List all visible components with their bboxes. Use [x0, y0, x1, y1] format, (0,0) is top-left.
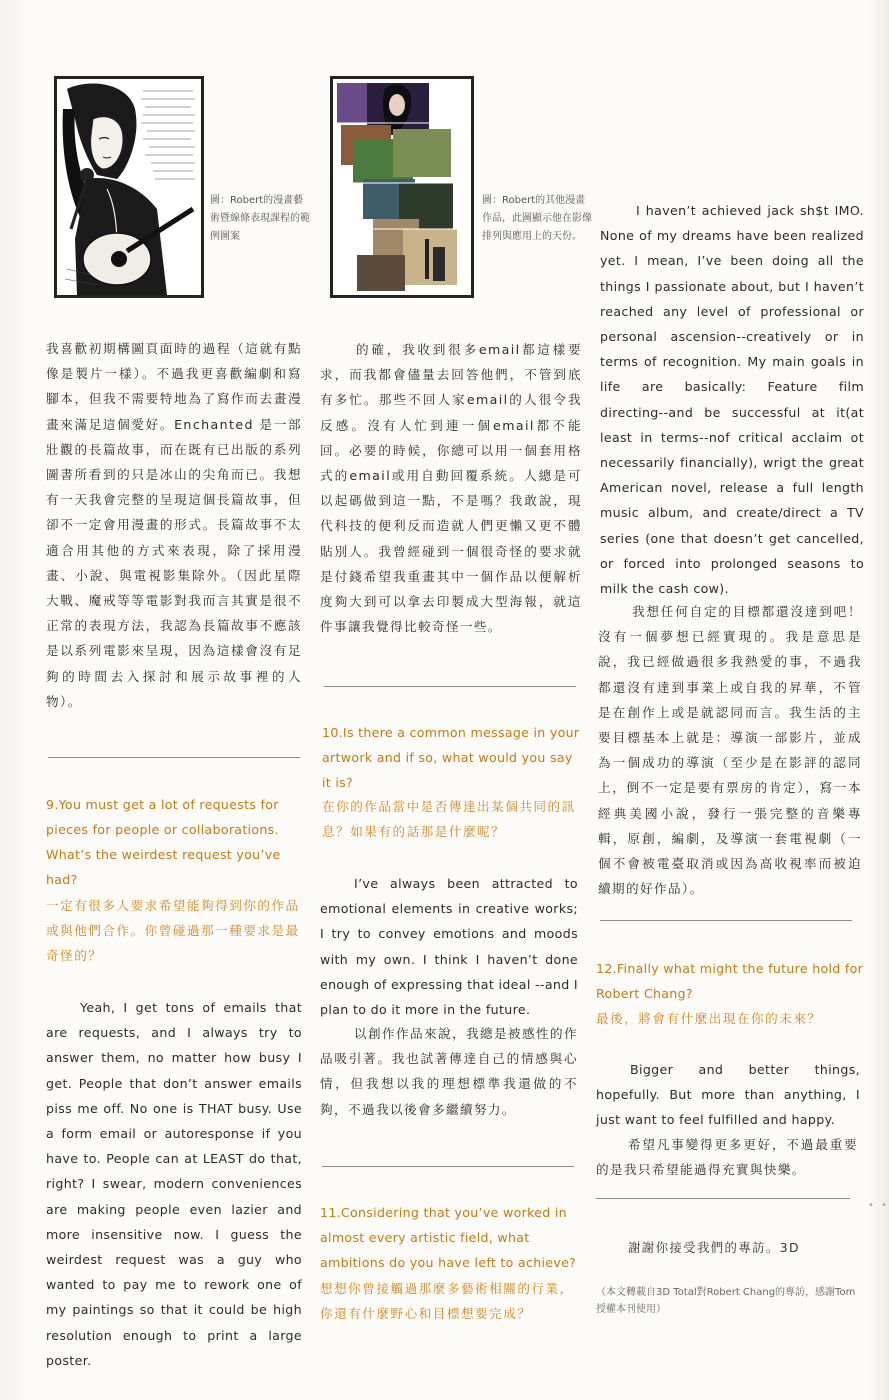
- singer-illustration: [57, 79, 201, 295]
- divider: [600, 920, 852, 921]
- question-10-zh: 在你的作品當中是否傳達出某個共同的訊息？如果有的話那是什麼呢？: [322, 799, 576, 839]
- question-11-zh: 想想你曾接觸過那麼多藝術相關的行業，你還有什麼野心和目標想要完成？: [320, 1281, 574, 1321]
- comic-artwork-panel-collage: [330, 76, 474, 298]
- question-12-en: 12.Finally what might the future hold for Robert Chang?: [596, 961, 864, 1001]
- question-12-zh: 最後，將會有什麼出現在你的未來？: [596, 1011, 822, 1026]
- divider: [48, 757, 300, 758]
- collage-illustration: [333, 79, 471, 295]
- divider: [596, 1198, 850, 1199]
- divider: [322, 1166, 574, 1167]
- thanks-line: 謝謝你接受我們的專訪。3D: [628, 1240, 800, 1255]
- answer-11-en: I haven’t achieved jack sh$t IMO. None of my dreams have been realized yet. I mean, I’ve been doing all the things I passionate about, but I haven’t reached any level of professional or personal ascension--creatively or in terms of recognition. My main goals in life are basically: Feature film directing--and be successful at it(at least in terms--nof critical acclaim ot necessarily financially), wrigt the great American novel, release a full length music album, and create/direct a TV series (one that doesn’t get cancelled, or forced into prolonged seasons to milk the cash cow).: [600, 203, 864, 597]
- figure-2: [330, 76, 592, 298]
- answer-8-zh: 我喜歡初期構圖頁面時的過程（這就有點像是製片一樣）。不過我更喜歡編劇和寫腳本，但我不需要特地為了寫作而去畫漫畫來滿足這個愛好。Enchanted 是一部壯觀的長篇故事，而在既有已出版的系列圖書所看到的只是冰山的尖角而已。我想有一天我會完整的呈現這個長篇故事，但卻不一定會用漫畫的形式。長篇故事不太適合用其他的方式來表現，除了採用漫畫、小說、與電視影集除外。（因此星際大戰、魔戒等等電影對我而言其實是很不正常的表現方法，我認為長篇故事不應該是以系列電影來呈現，因為這樣會沒有足夠的時間去入探討和展示故事裡的人物）。: [46, 341, 302, 709]
- answer-9-zh: 的確，我收到很多email都這樣要求，而我都會儘量去回答他們，不管到底有多忙。那些不回人家email的人很令我反感。沒有人忙到連一個email都不能回。必要的時候，你總可以用一個套用格式的email或用自動回覆系統。人總是可以起碼做到這一點，不是嗎？我敢說，現代科技的便利反而造就人們更懶又更不體貼別人。我曾經碰到一個很奇怪的要求就是付錢希望我重畫其中一個作品以便解析度夠大到可以拿去印製成大型海報，就這件事讓我覺得比較奇怪一些。: [320, 342, 582, 635]
- question-9-zh: 一定有很多人要求希望能夠得到你的作品或與他們合作。你曾碰過那一種要求是最奇怪的？: [46, 898, 300, 963]
- page-edge-dots: • •: [868, 1200, 889, 1211]
- answer-10-zh: 以創作作品來說，我總是被感性的作品吸引著。我也試著傳達自己的情感與心情，但我想以我的理想標準我還做的不夠，不過我以後會多繼續努力。: [320, 1026, 578, 1117]
- answer-11-zh: 我想任何自定的目標都還沒達到吧！沒有一個夢想已經實現的。我是意思是說，我已經做過很多我熱愛的事，不過我都還沒有達到事業上或自我的昇華，不管是在創作上或是就認同而言。我生活的主要目標基本上就是：導演一部影片，並成為一個成功的導演（至少是在影評的認同上，倒不一定是要有票房的肯定），寫一本經典美國小說，發行一張完整的音樂專輯，原創，編劇，及導演一套電視劇（一個不會被電臺取消或因為高收視率而被迫續期的好作品）。: [598, 604, 862, 897]
- question-9-en: 9.You must get a lot of requests for pieces for people or collaborations. What’s the weirdest request you’ve had?: [46, 797, 281, 887]
- figure-2-caption: 圖：Robert的其他漫畫作品，此圖顯示他在影像排列與應用上的天份。: [482, 195, 592, 242]
- question-10-en: 10.Is there a common message in your artwork and if so, what would you say it is?: [322, 725, 580, 790]
- source-note: （本文轉載自3D Total對Robert Chang的專訪，感謝Tom授權本刊使用）: [596, 1287, 856, 1315]
- figure-1-caption: 圖：Robert的漫畫藝術暨線條表現課程的範例圖案: [210, 195, 310, 242]
- divider: [324, 686, 576, 687]
- answer-12-en: Bigger and better things, hopefully. But more than anything, I just want to feel fulfilled and happy.: [596, 1062, 860, 1128]
- answer-10-en: I’ve always been attracted to emotional elements in creative works; I try to convey emotions and moods with my own. I think I haven’t done enough of expressing that ideal --and I plan to do it more in the future.: [320, 876, 578, 1018]
- comic-artwork-woman-singer: [54, 76, 204, 298]
- question-11-en: 11.Considering that you’ve worked in almost every artistic field, what ambitions do you have left to achieve?: [320, 1205, 577, 1270]
- answer-12-zh: 希望凡事變得更多更好，不過最重要的是我只希望能過得充實與快樂。: [596, 1137, 858, 1178]
- figure-1: [54, 76, 310, 298]
- answer-9-en: Yeah, I get tons of emails that are requests, and I always try to answer them, no matter how busy I get. People that don’t answer emails piss me off. No one is THAT busy. Use a form email or autoresponse if you have to. People can at LEAST do that, right? I swear, modern conveniences are making people even lazier and more insensitive now. I guess the weirdest request was a guy who wanted to pay me to rework one of my paintings so that it could be high resolution enough to print a large poster.: [46, 1000, 302, 1368]
